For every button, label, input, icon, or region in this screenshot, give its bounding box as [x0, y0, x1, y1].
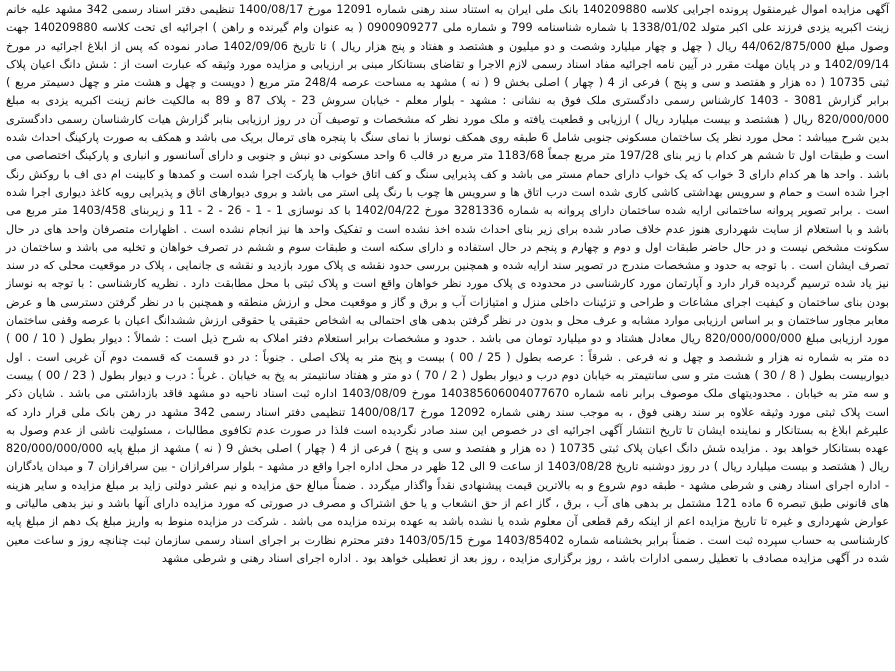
auction-notice-body: آگهی مزایده اموال غیرمنقول پرونده اجرایی کلاسه 140209880 بانک ملی ایران به استناد سند رهنی شماره 12091 مورخ 1400/08/17 تنظیمی دفتر اسناد رسمی 342 مشهد علیه خانم زینت اکبریه یزدی فرزند علی اکبر متولد 1338/01/02 با شماره شناسنامه 799 و شماره ملی 0900909277 ( به عنوان وام گیرنده و راهن ) اجرائیه ای تحت کلاسه 140209880 جهت وصول مبلغ 44/062/875/000 ریال ( چهل و چهار میلیارد وشصت و دو میلیون و هشتصد و هفتاد و پنج هزار ریال ) تا تاریخ 1402/09/06 صادر نموده که پس از ابلاغ اجرائیه در مورخ 1402/09/14 و در پایان مهلت مقرر در آیین نامه اجرائیه مفاد اسناد رسمی لازم الاجرا و تقاضای بستانکار مبنی بر ارزیابی و مزایده مورد وثیقه که عبارت است از : شش دانگ اعیان پلاک ثبتی 10735 ( ده هزار و هفتصد و سی و پنج ) فرعی از 4 ( چهار ) اصلی بخش 9 ( نه ) مشهد به مساحت عرصه 248/4 متر مربع ( دویست و چهل و هشت متر و چهل دسیمتر مربع ) برابر گزارش 3081 - 1403 کارشناس رسمی دادگستری ملک فوق به نشانی : مشهد - بلوار معلم - خیابان سروش 23 - پلاک 87 و 89 به مالکیت خانم زینت اکبریه یزدی به مبلغ 820/000/000 ریال ( هشتصد و بیست میلیارد ریال ) ارزیابی و قطعیت یافته و ملک مورد نظر که مشخصات و توصیف آن در روز ارزیابی بنابر گزارش هیات کارشناسان رسمی دادگستری بدین شرح میباشد : محل مورد نظر یک ساختمان مسکونی جنوبی شامل 6 طبقه روی همکف نوساز با نمای سنگ با پنجره های ترمال بریک می باشد و همکف به صورت پارکینگ احداث شده است و طبقات اول تا ششم هر کدام با زیر بنای 197/28 متر مربع جمعاً 1183/68 متر مربع در قالب 6 واحد مسکونی دو نبش و جنوبی و دارای آسانسور و انباری و پارکینگ اختصاصی می باشد . واحد ها هر کدام دارای 3 خواب که یک خواب دارای حمام مستر می باشد و کف پذیرایی سنگ و کف اتاق خواب ها پارکت اجرا شده است و کمدها و کابینت ام دی اف با روکش رنگ اجرا شده است و حمام و سرویس بهداشتی کاشی کاری شده است درب اتاق ها و سرویس ها چوب با رنگ پلی استر می باشد و بروی دیوارهای اتاق و پذیرایی رویه کاغذ دیواری اجرا شده است . برابر تصویر پروانه ساختمانی ارایه شده ساختمان دارای پروانه به شماره 3281336 مورخ 1402/04/22 با کد نوسازی 1 - 1 - 26 - 2 - 11 و زیربنای 1403/458 متر مربع می باشد و با استعلام از سایت شهرداری هنوز عدم خلاف صادر شده برای زیر بنای احداث شده اخذ نشده است و تفکیک واحد ها نیز انجام نشده است . اظهارات متصرفان واحد های در حال سکونت مشخص نیست و در حال حاضر طبقات اول و دوم و چهارم و پنجم در حال استفاده و دارای سکنه است و طبقات سوم و ششم در تصرف خواهان و تخلیه می باشد و ساختمان در تصرف ایشان است . با توجه به حدود و مشخصات مندرج در تصویر سند ارایه شده و همچنین بررسی حدود نقشه ی پلاک مورد بازدید و نقشه ی جانمایی ، پلاک در موقعیت محلی که در سند نیز یاد شده ترسیم گردیده قرار دارد و آپارتمان مورد کارشناسی در محدوده ی پلاک مورد نظر خواهان واقع است و پلاک ثبتی با محل مطابقت دارد . نظریه کارشناسی : با توجه به نوساز بودن بنای ساختمان و کیفیت اجرای مشاعات و طراحی و تزئینات داخلی منزل و امتیازات آب و برق و گاز و موقعیت محل و ارزش منطقه و همچنین با در نظر گرفتن دسترسی ها و عرض معابر مجاور ساختمان و بر اساس ارزیابی موارد مشابه و عرف محل و بدون در نظر گرفتن بدهی های احتمالی به اشخاص حقیقی یا حقوقی ارزش ششدانگ اعیان با عرصه وقفی ساختمان مورد ارزیابی مبلغ 820/000/000/000 ریال معادل هشتاد و دو میلیارد تومان می باشد . حدود و مشخصات برابر استعلام دفتر املاک به شرح ذیل است : شمالاً : دیوار بطول ( 10 / 00 ) ده متر به شماره نه هزار و ششصد و چهل و نه فرعی . شرقاً : عرصه بطول ( 25 / 00 ) بیست و پنج متر به پلاک اصلی . جنوباً : در دو قسمت که قسمت دوم آن غربی است . اول دیواربیست بطول ( 8 / 30 ) هشت متر و سی سانتیمتر به خیابان دوم درب و دیوار بطول ( 2 / 70 ) دو متر و هفتاد سانتیمتر به پخ به خیابان . غرباً : درب و دیوار بطول ( 23 / 00 ) بیست و سه متر به خیابان . محدودیتهای ملک موصوف برابر نامه شماره 140385606004077670 مورخ 1403/08/09 اداره ثبت اسناد ناحیه دو مشهد فاقد بازداشتی می باشد . شایان ذکر است پلاک ثبتی مورد وثیقه علاوه بر سند رهنی فوق ، به موجب سند رهنی شماره 12092 مورخ 1400/08/17 تنظیمی دفتر اسناد رسمی 342 مشهد در رهن بانک ملی قرار دارد که علیرغم ابلاغ به بستانکار و نماینده ایشان تا تاریخ انتشار آگهی اجرائیه ای در خصوص این سند صادر نگردیده است فلذا در صورت عدم تکافوی مطالبات ، مسئولیت ناشی از عدم وصول به عهده بستانکار خواهد بود . مزایده شش دانگ اعیان پلاک ثبتی 10735 ( ده هزار و هفتصد و سی و پنج ) فرعی از 4 ( چهار ) اصلی بخش 9 ( نه ) مشهد از مبلغ پایه 820/000/000/000 ریال ( هشتصد و بیست میلیارد ریال ) در روز دوشنبه تاریخ 1403/08/28 از ساعت 9 الی 12 ظهر در محل اداره اجرا واقع در مشهد - بلوار سرافرازان - بین سرافرازان 7 و میدان یادگاران - اداره اجرای اسناد رهنی و شرطی مشهد - طبقه دوم شروع و به بالاترین قیمت پیشنهادی نقداً واگذار میگردد . ضمناً مبالغ حق مزایده و نیم عشر دولتی زاید بر مبلغ مزایده و سایر هزینه های قانونی طبق تبصره 6 ماده 121 مشتمل بر بدهی های آب ، برق ، گاز اعم از حق انشعاب و یا حق اشتراک و مصرف در صورتی که مورد مزایده دارای آنها باشد و نیز بدهی مالیاتی و عوارض شهرداری و غیره تا تاریخ مزایده اعم از اینکه رقم قطعی آن معلوم شده یا نشده باشد به عهده برنده مزایده می باشد . شرکت در مزایده منوط به واریز مبلغ یک دهم از مبلغ پایه کارشناسی به حساب سپرده ثبت است . ضمناً برابر بخشنامه شماره 1403/85402 مورخ 1403/05/15 دفتر محترم نظارت بر اجرای اسناد رسمی سازمان ثبت چنانچه روز و ساعت معین شده در آگهی مزایده مصادف با تعطیل رسمی ادارات باشد ، روز برگزاری مزایده ، روز بعد از تعطیلی خواهد بود . اداره اجرای اسناد رهنی و شرطی مشهد — [6, 3, 890, 565]
